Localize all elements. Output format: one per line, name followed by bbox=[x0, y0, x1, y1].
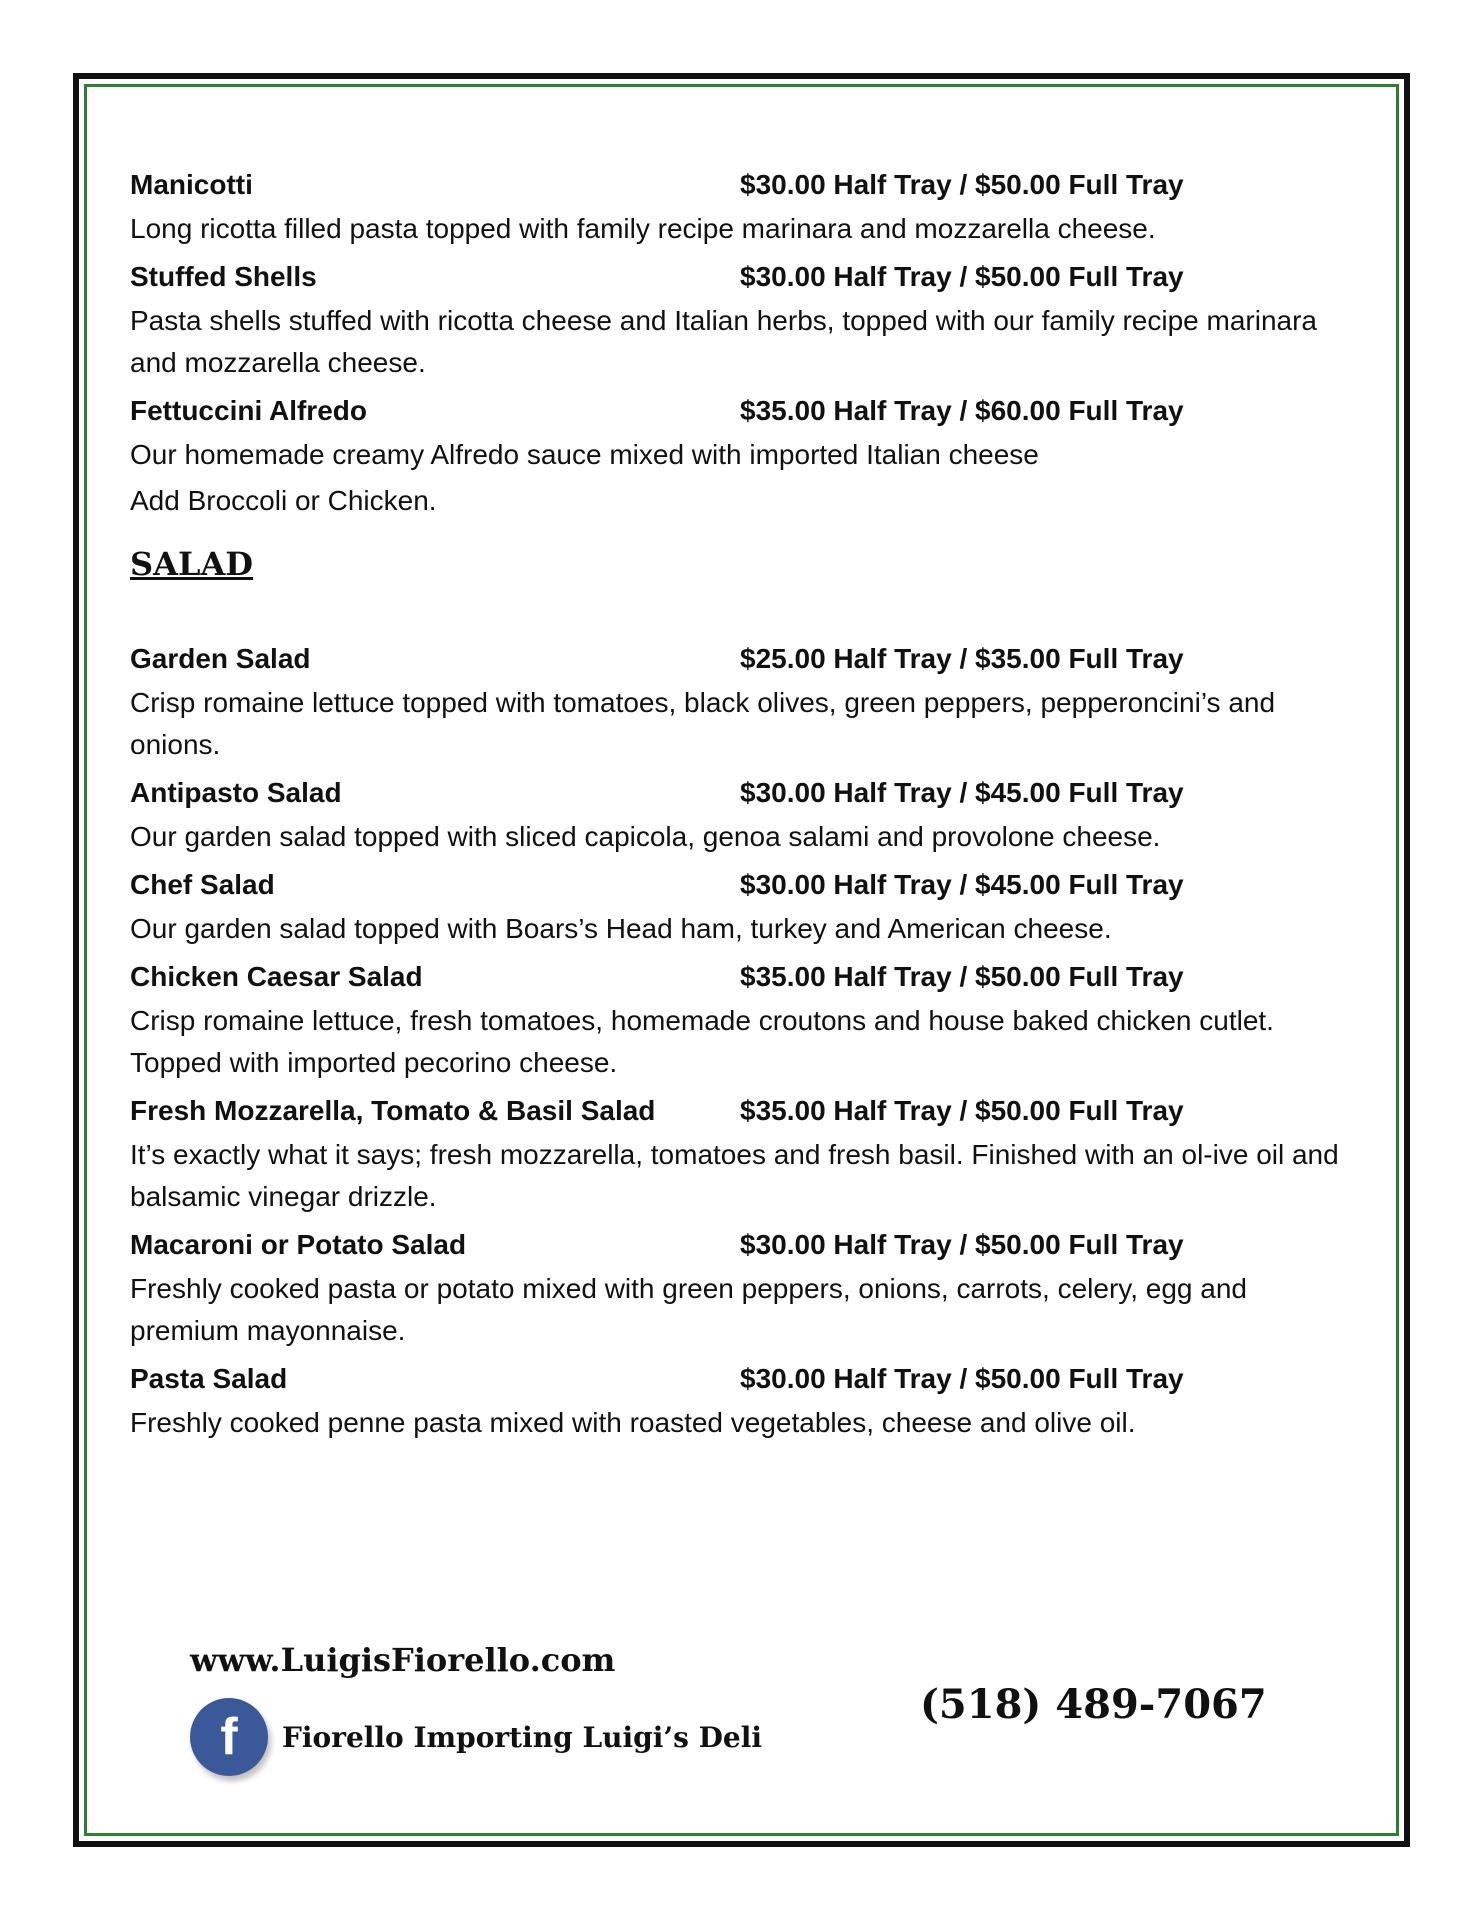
item-description: It’s exactly what it says; fresh mozzarella, tomatoes and fresh basil. Finished with an ol-ive oil and balsamic vinegar drizzle. bbox=[130, 1139, 1339, 1212]
menu-item-macaroni-potato-salad bbox=[130, 1222, 1360, 1352]
item-name: Chef Salad bbox=[130, 869, 275, 900]
item-description: Long ricotta filled pasta topped with family recipe marinara and mozzarella cheese. bbox=[130, 213, 1156, 244]
menu-item-antipasto-salad bbox=[130, 770, 1360, 858]
item-price: $30.00 Half Tray / $50.00 Full Tray bbox=[740, 261, 1184, 292]
item-name: Fettuccini Alfredo bbox=[130, 395, 367, 426]
menu-item-chicken-caesar-salad bbox=[130, 954, 1360, 1084]
menu-item-chef-salad bbox=[130, 862, 1360, 950]
item-name: Fresh Mozzarella, Tomato & Basil Salad bbox=[130, 1095, 656, 1126]
item-description: Our garden salad topped with Boars’s Head ham, turkey and American cheese. bbox=[130, 913, 1112, 944]
item-description: Pasta shells stuffed with ricotta cheese and Italian herbs, topped with our family recipe marinara and mozzarella cheese. bbox=[130, 305, 1317, 378]
footer bbox=[190, 1640, 1270, 1790]
item-description: Our garden salad topped with sliced capicola, genoa salami and provolone cheese. bbox=[130, 821, 1161, 852]
item-price: $30.00 Half Tray / $45.00 Full Tray bbox=[740, 869, 1184, 900]
facebook-page-name[interactable]: Fiorello Importing Luigi’s Deli bbox=[282, 1721, 762, 1754]
item-price: $35.00 Half Tray / $50.00 Full Tray bbox=[740, 961, 1184, 992]
item-price: $35.00 Half Tray / $60.00 Full Tray bbox=[740, 395, 1184, 426]
item-name: Macaroni or Potato Salad bbox=[130, 1229, 467, 1260]
item-name: Manicotti bbox=[130, 169, 253, 200]
item-price: $30.00 Half Tray / $50.00 Full Tray bbox=[740, 169, 1184, 200]
menu-content bbox=[130, 162, 1360, 1448]
item-name: Chicken Caesar Salad bbox=[130, 961, 423, 992]
menu-item-stuffed-shells bbox=[130, 254, 1360, 384]
item-name: Antipasto Salad bbox=[130, 777, 342, 808]
menu-item-pasta-salad bbox=[130, 1356, 1360, 1444]
phone-number[interactable]: (518) 489-7067 bbox=[920, 1681, 1267, 1728]
menu-item-fettuccini-alfredo bbox=[130, 388, 1360, 522]
menu-item-fresh-mozzarella-salad bbox=[130, 1088, 1360, 1218]
item-price: $30.00 Half Tray / $50.00 Full Tray bbox=[740, 1363, 1184, 1394]
website-link[interactable]: www.LuigisFiorello.com bbox=[190, 1641, 616, 1679]
facebook-icon[interactable]: f bbox=[190, 1698, 268, 1776]
menu-item-manicotti bbox=[130, 162, 1360, 250]
item-price: $25.00 Half Tray / $35.00 Full Tray bbox=[740, 643, 1184, 674]
item-description: Crisp romaine lettuce topped with tomatoes, black olives, green peppers, pepperoncini’s and onions. bbox=[130, 687, 1276, 760]
salad-section-heading: SALAD bbox=[130, 545, 254, 583]
item-name: Garden Salad bbox=[130, 643, 311, 674]
item-name: Stuffed Shells bbox=[130, 261, 317, 292]
item-description: Freshly cooked penne pasta mixed with roasted vegetables, cheese and olive oil. bbox=[130, 1407, 1136, 1438]
item-note: Add Broccoli or Chicken. bbox=[130, 485, 437, 516]
item-description: Freshly cooked pasta or potato mixed with green peppers, onions, carrots, celery, egg and premium mayonnaise. bbox=[130, 1273, 1247, 1346]
item-price: $35.00 Half Tray / $50.00 Full Tray bbox=[740, 1095, 1184, 1126]
item-name: Pasta Salad bbox=[130, 1363, 288, 1394]
menu-item-garden-salad bbox=[130, 636, 1360, 766]
item-description: Our homemade creamy Alfredo sauce mixed with imported Italian cheese bbox=[130, 439, 1039, 470]
item-price: $30.00 Half Tray / $50.00 Full Tray bbox=[740, 1229, 1184, 1260]
item-price: $30.00 Half Tray / $45.00 Full Tray bbox=[740, 777, 1184, 808]
item-description: Crisp romaine lettuce, fresh tomatoes, homemade croutons and house baked chicken cutlet. Topped with imported pecorino cheese. bbox=[130, 1005, 1274, 1078]
